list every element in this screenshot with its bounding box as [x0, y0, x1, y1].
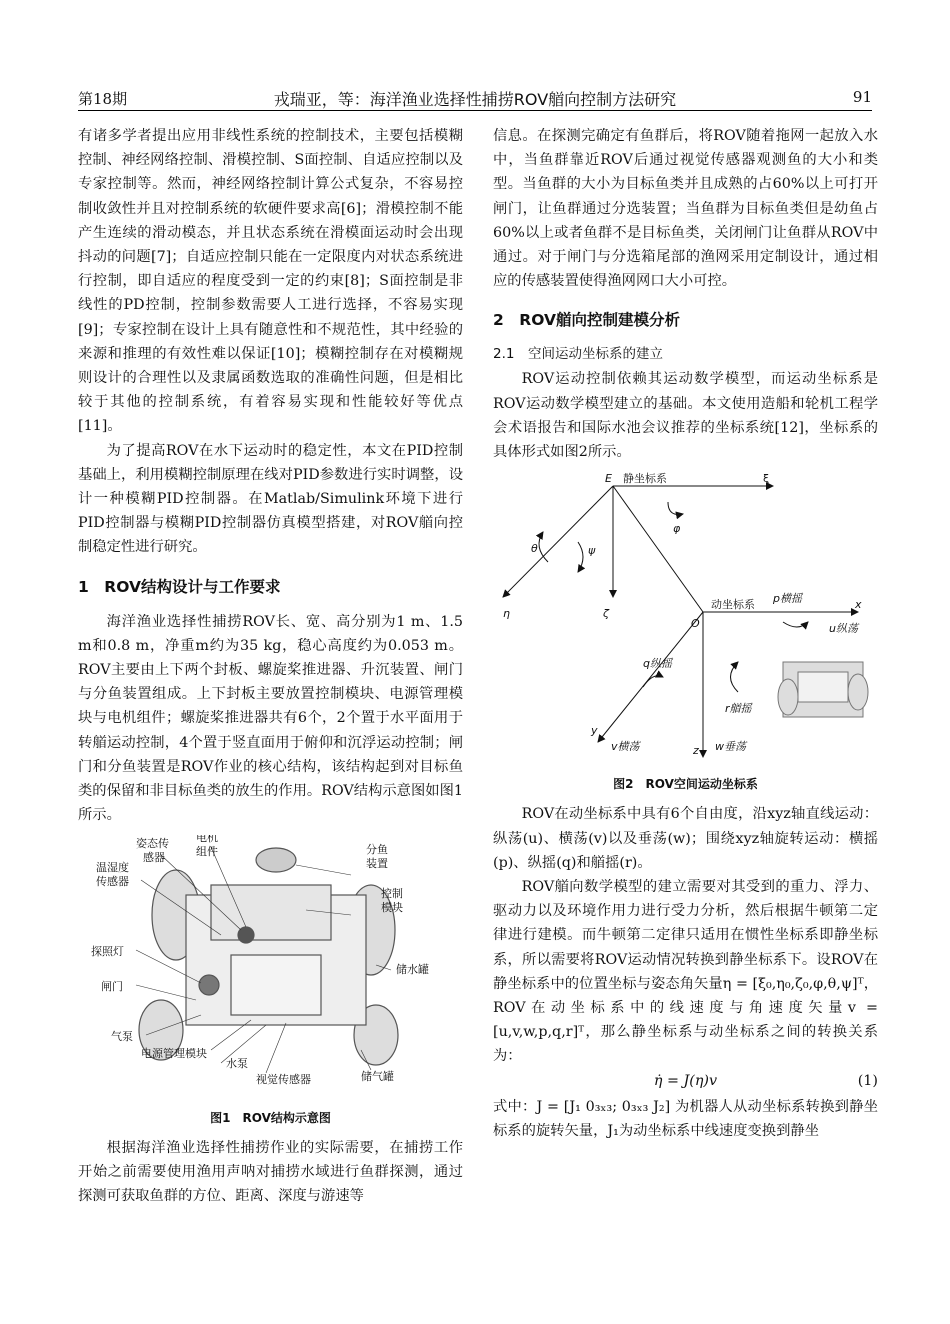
fig1-label-airtank: 储气罐: [360, 1070, 394, 1084]
fig1-label-tank: 储水罐: [395, 963, 429, 977]
svg-text:组件: 组件: [195, 845, 218, 859]
paragraph: 为了提高ROV在水下运动时的稳定性，本文在PID控制基础上，利用模糊控制原理在线对PID参数进行实时调整，设计一种模糊PID控制器。在Matlab/Simulink环境下进行PID控制器与模糊PID控制器仿真模型搭建，对ROV艏向控制稳定性进行研究。: [78, 442, 463, 556]
top-box-shape: [211, 885, 331, 940]
fig1-label-gate: 闸门: [100, 980, 123, 994]
svg-text:装置: 装置: [365, 857, 388, 871]
equation-body: η̇ = J(η)v: [653, 1072, 718, 1089]
running-title: 戎瑞亚，等：海洋渔业选择性捕捞ROV艏向控制方法研究: [273, 90, 677, 109]
page-number: 91: [852, 88, 872, 106]
fig2-label-psi: ψ: [588, 544, 596, 558]
fig2-label-phi: φ: [673, 522, 681, 536]
fig1-label-fishsort: 分鱼: [365, 843, 388, 857]
equation-1: [493, 1069, 878, 1095]
fig1-label-pump: 气泵: [110, 1030, 133, 1044]
figure-2: [493, 472, 878, 770]
fig2-label-r: r艏摇: [725, 702, 752, 716]
figure-1: [78, 835, 463, 1103]
fig2-label-theta: θ: [531, 542, 538, 556]
paragraph: ROV在动坐标系中具有6个自由度，沿xyz轴直线运动：纵荡(u)、横荡(v)以及垂荡(w)；围绕xyz轴旋转运动：横摇(p)、纵摇(q)和艏摇(r)。: [493, 806, 878, 871]
paragraph: ROV艏向数学模型的建立需要对其受到的重力、浮力、驱动力以及环境作用力进行受力分析，然后根据牛顿第二定律进行建模。而牛顿第二定律只适用在惯性坐标系即静坐标系，所以需要将ROV运动情况转换到静坐标系下。设ROV在静坐标系中的位置坐标与姿态角矢量η = [ξ₀,η₀,ζ₀,φ,θ,ψ]ᵀ，ROV在动坐标系中的线速度与角速度矢量v = [u,v,w,p,q,r]ᵀ，那么静坐标系与动坐标系之间的转换关系为：: [493, 879, 878, 1065]
fig2-label-xi: ξ: [763, 472, 770, 486]
lamp-shape: [199, 975, 219, 995]
bottom-box-shape: [231, 955, 321, 1015]
paragraph: 信息。在探测完确定有鱼群后，将ROV随着拖网一起放入水中，当鱼群靠近ROV后通过视觉传感器观测鱼的大小和类型。当鱼群的大小为目标鱼类并且成熟的占60%以上可打开闸门，让鱼群通过分选装置；当鱼群为目标鱼类但是幼鱼占60%以上或者鱼群不是目标鱼类，关闭闸门让鱼群从ROV中通过。对于闸门与分选箱尾部的渔网采用定制设计，通过相应的传感装置使得渔网网口大小可控。: [493, 128, 878, 290]
fig2-label-v: v横荡: [611, 740, 640, 754]
svg-text:模块: 模块: [380, 901, 403, 915]
fig2-label-zeta: ζ: [603, 607, 609, 621]
equation-number: (1): [857, 1072, 878, 1089]
subsection-heading-2-1: 2.1 空间运动坐标系的建立: [493, 346, 663, 363]
running-header: [78, 86, 872, 111]
section-heading-2: 2 ROV艏向控制建模分析: [493, 311, 680, 330]
fig1-label-temp: 温湿度: [95, 861, 129, 875]
issue-number: 第18期: [78, 90, 128, 108]
fig2-label-moving: 动坐标系: [711, 598, 755, 612]
fig1-label-attitude: 姿态传: [135, 837, 169, 851]
fig1-label-motor: 电机: [195, 835, 218, 845]
fig2-label-z: z: [693, 744, 699, 758]
fish-sorter-shape: [256, 848, 296, 872]
fig1-label-lamp: 探照灯: [90, 945, 124, 959]
fig2-label-x: x: [855, 598, 862, 612]
fig2-label-p: p横摇: [773, 592, 802, 606]
paragraph: 式中：J = [J₁ 0₃ₓ₃; 0₃ₓ₃ J₂] 为机器人从动坐标系转换到静坐标系的旋转矢量，J₁为动坐标系中线速度变换到静坐: [493, 1098, 878, 1139]
fig2-label-eta: η: [503, 607, 510, 621]
figure-2-caption: 图2 ROV空间运动坐标系: [613, 777, 758, 792]
left-column: [78, 124, 463, 1208]
paragraph: 有诸多学者提出应用非线性系统的控制技术，主要包括模糊控制、神经网络控制、滑模控制、S面控制、自适应控制以及专家控制等。然而，神经网络控制计算公式复杂，不容易控制收敛性并且对控制系统的软硬件要求高[6]；滑模控制不能产生连续的滑动模态，并且状态系统在滑模面运动时会出现抖动的问题[7]；自适应控制只能在一定限度内对状态系统进行控制，即自适应的程度受到一定的约束[8]；S面控制是非线性的PD控制，控制参数需要人工进行选择，不容易实现[9]；专家控制在设计上具有随意性和不规范性，其中经验的来源和推理的有效性难以保证[10]；模糊控制存在对模糊规则设计的合理性以及隶属函数选取的准确性问题，但是相比较于其他的控制系统，有着容易实现和性能较好等优点[11]。: [78, 128, 463, 435]
paragraph: ROV运动控制依赖其运动数学模型，而运动坐标系是ROV运动数学模型建立的基础。本文使用造船和轮机工程学会术语报告和国际水池会议推荐的坐标系统[12]，坐标系的具体形式如图2所示。: [493, 371, 878, 461]
section-heading-1: 1 ROV结构设计与工作要求: [78, 577, 281, 596]
right-column: [493, 124, 878, 1143]
fig2-label-u: u纵荡: [829, 622, 858, 636]
svg-text:感器: 感器: [142, 851, 165, 865]
coordinate-system-diagram: [493, 472, 878, 762]
fig2-label-w: w垂荡: [715, 740, 746, 754]
fig1-label-waterpump: 水泵: [225, 1057, 248, 1071]
svg-text:传感器: 传感器: [95, 875, 129, 889]
rov-structure-diagram: [91, 835, 451, 1095]
paragraph: 海洋渔业选择性捕捞ROV长、宽、高分别为1 m、1.5 m和0.8 m，净重m约为35 kg，稳心高度约为0.053 m。ROV主要由上下两个封板、螺旋桨推进器、升沉装置、闸门与分鱼装置组成。上下封板主要放置控制模块、电源管理模块与电机组件；螺旋桨推进器共有6个，2个置于水平面用于转艏运动控制，4个置于竖直面用于俯仰和沉浮运动控制；闸门和分鱼装置是ROV作业的核心结构，该结构起到对目标鱼类的保留和非目标鱼类的放生的作用。ROV结构示意图如图1所示。: [78, 613, 463, 824]
fig2-label-q: q纵摇: [643, 657, 672, 671]
figure-1-caption: 图1 ROV结构示意图: [210, 1110, 331, 1125]
fig2-label-E: E: [605, 472, 612, 486]
fig2-label-O: O: [691, 617, 700, 631]
fig1-label-vision: 视觉传感器: [255, 1073, 311, 1087]
fig2-label-y: y: [591, 724, 598, 738]
fig2-label-static: 静坐标系: [623, 472, 667, 486]
fig1-label-control: 控制: [380, 887, 403, 901]
paragraph: 根据海洋渔业选择性捕捞作业的实际需要，在捕捞工作开始之前需要使用渔用声呐对捕捞水域进行鱼群探测，通过探测可获取鱼群的方位、距离、深度与游速等: [78, 1139, 463, 1205]
fig1-label-power: 电源管理模块: [140, 1047, 207, 1061]
